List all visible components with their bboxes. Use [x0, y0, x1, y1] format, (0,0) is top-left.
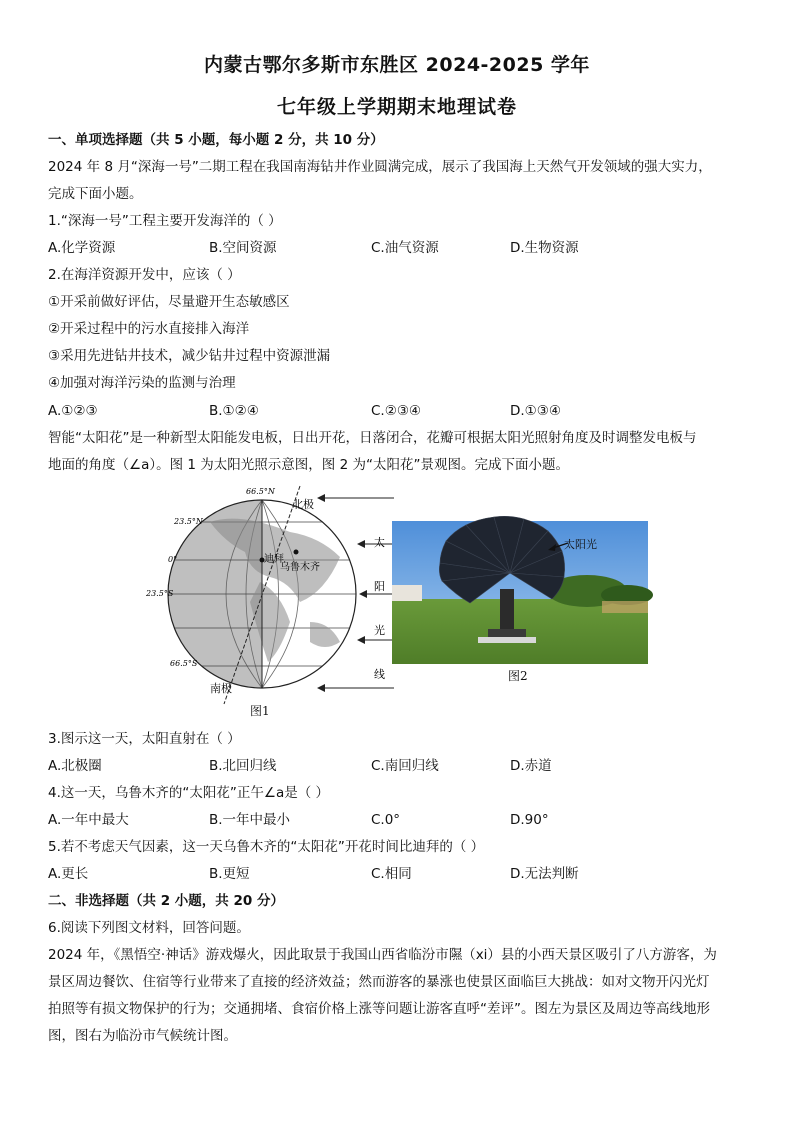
sunlight-char-2: 阳 — [374, 580, 385, 593]
q1-option-d[interactable]: D.生物资源 — [510, 240, 579, 256]
figure-1-caption: 图1 — [250, 704, 270, 718]
question-5-stem: 5.若不考虑天气因素，这一天乌鲁木齐的“太阳花”开花时间比迪拜的（ ） — [48, 839, 485, 855]
question-3-stem: 3.图示这一天，太阳直射在（ ） — [48, 731, 241, 747]
sunlight-arrow-label: 太阳光 — [564, 538, 597, 551]
q6-paragraph-line-3: 拍照等有损文物保护的行为；交通拥堵、食宿价格上涨等问题让游客直呼“差评”。图左为景区及周边等高线地形 — [48, 1001, 710, 1017]
q6-paragraph-line-4: 图，图右为临汾市气候统计图。 — [48, 1028, 237, 1044]
q3-option-c[interactable]: C.南回归线 — [371, 758, 439, 774]
lat-23-5s-label: 23.5°S — [146, 589, 174, 598]
q3-option-a[interactable]: A.北极圈 — [48, 758, 102, 774]
q2-option-d[interactable]: D.①③④ — [510, 403, 561, 419]
q2-item-4: ④加强对海洋污染的监测与治理 — [48, 375, 236, 391]
q2-item-2: ②开采过程中的污水直接排入海洋 — [48, 321, 250, 337]
question-2-stem: 2.在海洋资源开发中，应该（ ） — [48, 267, 241, 283]
figure-1-globe-diagram — [146, 482, 400, 722]
q4-option-c[interactable]: C.0° — [371, 812, 401, 828]
q2-option-a[interactable]: A.①②③ — [48, 403, 98, 419]
lat-66-5n-label: 66.5°N — [246, 487, 275, 496]
urumqi-dot — [294, 550, 299, 555]
q4-option-b[interactable]: B.一年中最小 — [209, 812, 291, 828]
question-6-stem: 6.阅读下列图文材料，回答问题。 — [48, 920, 250, 936]
q5-option-d[interactable]: D.无法判断 — [510, 866, 579, 882]
q4-option-d[interactable]: D.90° — [510, 812, 549, 828]
q5-option-a[interactable]: A.更长 — [48, 866, 89, 882]
intro-paragraph-1-cont: 完成下面小题。 — [48, 186, 143, 202]
exam-subtitle: 七年级上学期期末地理试卷 — [276, 96, 517, 118]
q2-item-3: ③采用先进钻井技术，减少钻井过程中资源泄漏 — [48, 348, 331, 364]
figure-2-solar-flower-photo — [392, 521, 648, 664]
section1-heading: 一、单项选择题（共 5 小题，每小题 2 分，共 10 分） — [48, 132, 384, 148]
question-4-stem: 4.这一天，乌鲁木齐的“太阳花”正午∠a是（ ） — [48, 785, 330, 801]
q2-option-c[interactable]: C.②③④ — [371, 403, 422, 419]
q1-option-b[interactable]: B.空间资源 — [209, 240, 277, 256]
q1-option-c[interactable]: C.油气资源 — [371, 240, 439, 256]
q6-paragraph-line-2: 景区周边餐饮、住宿等行业带来了直接的经济效益；然而游客的暴涨也使景区面临巨大挑战：如对文物开闪光灯 — [48, 974, 710, 990]
sunlight-char-1: 太 — [374, 536, 385, 549]
sunlight-char-3: 光 — [374, 624, 385, 637]
sunlight-char-4: 线 — [374, 668, 385, 681]
q5-option-c[interactable]: C.相同 — [371, 866, 412, 882]
south-pole-label: 南极 — [210, 682, 232, 695]
question-1-stem: 1.“深海一号”工程主要开发海洋的（ ） — [48, 213, 282, 229]
q3-option-b[interactable]: B.北回归线 — [209, 758, 277, 774]
lat-66-5s-label: 66.5°S — [170, 659, 198, 668]
section2-heading: 二、非选择题（共 2 小题，共 20 分） — [48, 893, 284, 909]
figure-2-caption: 图2 — [508, 669, 528, 683]
q6-paragraph-line-1: 2024 年，《黑悟空·神话》游戏爆火，因此取景于我国山西省临汾市隰（xi）县的小西天景区吸引了八方游客，为 — [48, 947, 717, 963]
q4-option-a[interactable]: A.一年中最大 — [48, 812, 129, 828]
lat-23-5n-label: 23.5°N — [174, 517, 203, 526]
north-pole-label: 北极 — [292, 498, 314, 511]
intro-paragraph-1: 2024 年 8 月“深海一号”二期工程在我国南海钻井作业圆满完成，展示了我国海上天然气开发领域的强大实力， — [48, 159, 712, 175]
q3-option-d[interactable]: D.赤道 — [510, 758, 552, 774]
q1-option-a[interactable]: A.化学资源 — [48, 240, 116, 256]
lat-0-label: 0° — [168, 555, 178, 564]
q2-option-b[interactable]: B.①②④ — [209, 403, 259, 419]
intro-paragraph-2: 智能“太阳花”是一种新型太阳能发电板，日出开花，日落闭合，花瓣可根据太阳光照射角度及时调整发电板与 — [48, 430, 697, 446]
exam-title: 内蒙古鄂尔多斯市东胜区 2024-2025 学年 — [204, 54, 590, 76]
intro-paragraph-2-cont: 地面的角度（∠a）。图 1 为太阳光照示意图，图 2 为“太阳花”景观图。完成下面小题。 — [48, 457, 569, 473]
dubai-label: 迪拜 — [264, 554, 284, 565]
urumqi-label: 乌鲁木齐 — [280, 562, 320, 573]
q2-item-1: ①开采前做好评估，尽量避开生态敏感区 — [48, 294, 290, 310]
q5-option-b[interactable]: B.更短 — [209, 866, 250, 882]
